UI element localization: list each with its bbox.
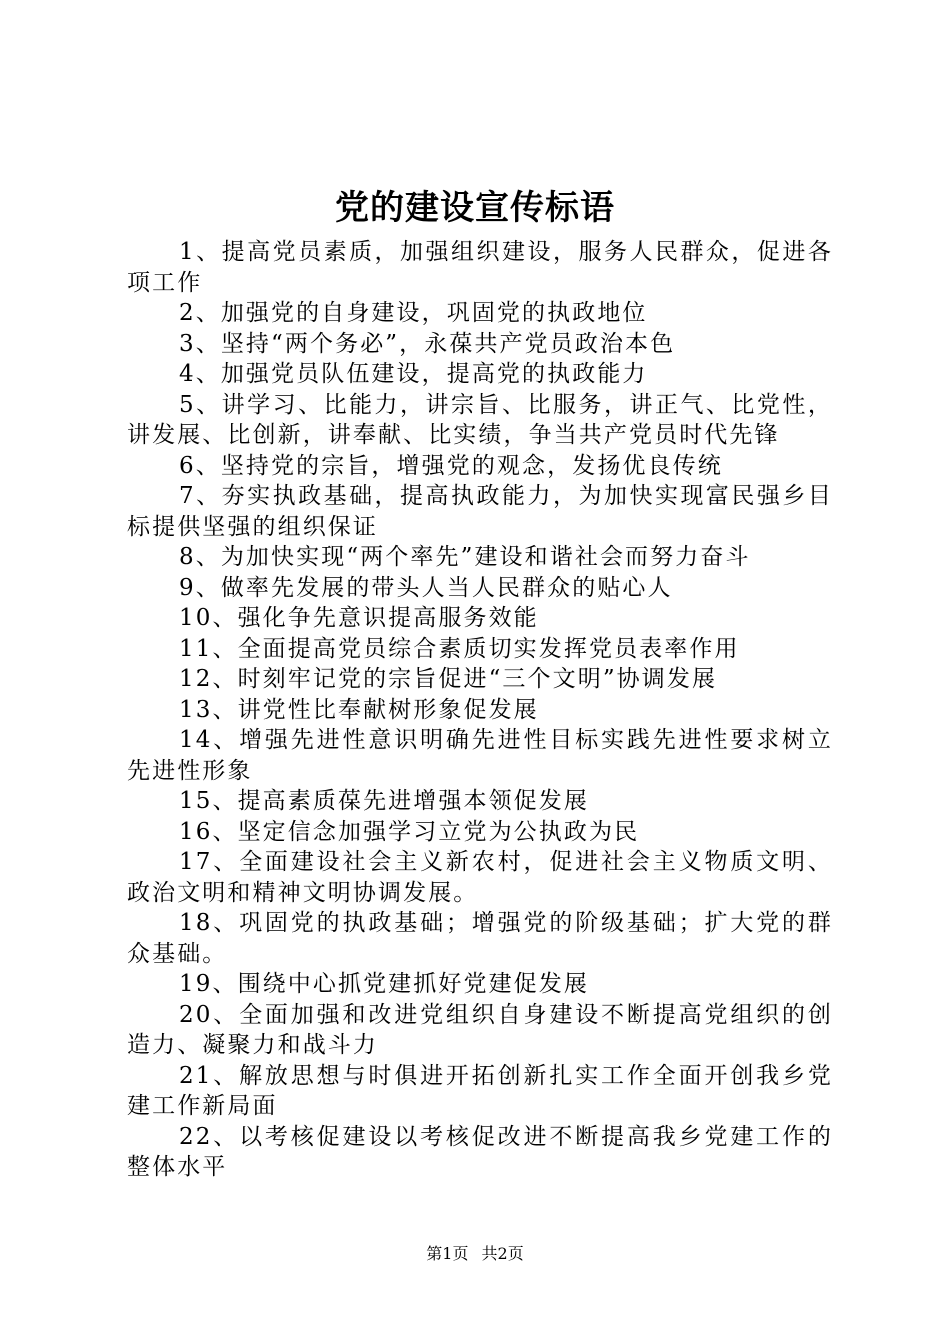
slogan-item: 20、全面加强和改进党组织自身建设不断提高党组织的创造力、凝聚力和战斗力 [127,1001,833,1058]
slogan-item: 21、解放思想与时俱进开拓创新扎实工作全面开创我乡党建工作新局面 [127,1062,833,1119]
slogan-item: 9、做率先发展的带头人当人民群众的贴心人 [179,574,673,601]
slogan-list [127,237,833,1183]
page-number-current: 第1页 [426,1244,469,1263]
slogan-item: 8、为加快实现“两个率先”建设和谐社会而努力奋斗 [179,544,751,570]
slogan-item: 13、讲党性比奉献树形象促发展 [179,696,539,723]
slogan-item: 10、强化争先意识提高服务效能 [179,605,539,631]
slogan-item: 15、提高素质葆先进增强本领促发展 [179,788,589,814]
slogan-item: 6、坚持党的宗旨，增强党的观念，发扬优良传统 [179,452,723,479]
page-number-total: 共2页 [481,1244,524,1263]
slogan-item: 1、提高党员素质，加强组织建设，服务人民群众，促进各项工作 [127,239,833,296]
slogan-item: 17、全面建设社会主义新农村，促进社会主义物质文明、政治文明和精神文明协调发展。 [127,849,833,906]
slogan-item: 19、围绕中心抓党建抓好党建促发展 [179,971,589,997]
slogan-item: 22、以考核促建设以考核促改进不断提高我乡党建工作的整体水平 [127,1123,833,1180]
slogan-item: 7、夯实执政基础，提高执政能力，为加快实现富民强乡目标提供坚强的组织保证 [127,483,833,540]
slogan-item: 5、讲学习、比能力，讲宗旨、比服务，讲正气、比党性，讲发展、比创新，讲奉献、比实绩，争当共产党员时代先锋 [127,391,833,448]
slogan-item: 11、全面提高党员综合素质切实发挥党员表率作用 [179,635,740,662]
document-title: 党的建设宣传标语 [335,188,615,228]
slogan-item: 2、加强党的自身建设，巩固党的执政地位 [179,300,648,326]
slogan-item: 18、巩固党的执政基础；增强党的阶级基础；扩大党的群众基础。 [127,910,833,967]
slogan-item: 12、时刻牢记党的宗旨促进“三个文明”协调发展 [179,666,718,692]
slogan-item: 4、加强党员队伍建设，提高党的执政能力 [179,361,648,387]
slogan-item: 3、坚持“两个务必”，永葆共产党员政治本色 [179,330,676,357]
slogan-item: 14、增强先进性意识明确先进性目标实践先进性要求树立先进性形象 [127,727,833,784]
slogan-item: 16、坚定信念加强学习立党为公执政为民 [179,818,640,845]
page-footer [0,1243,950,1265]
